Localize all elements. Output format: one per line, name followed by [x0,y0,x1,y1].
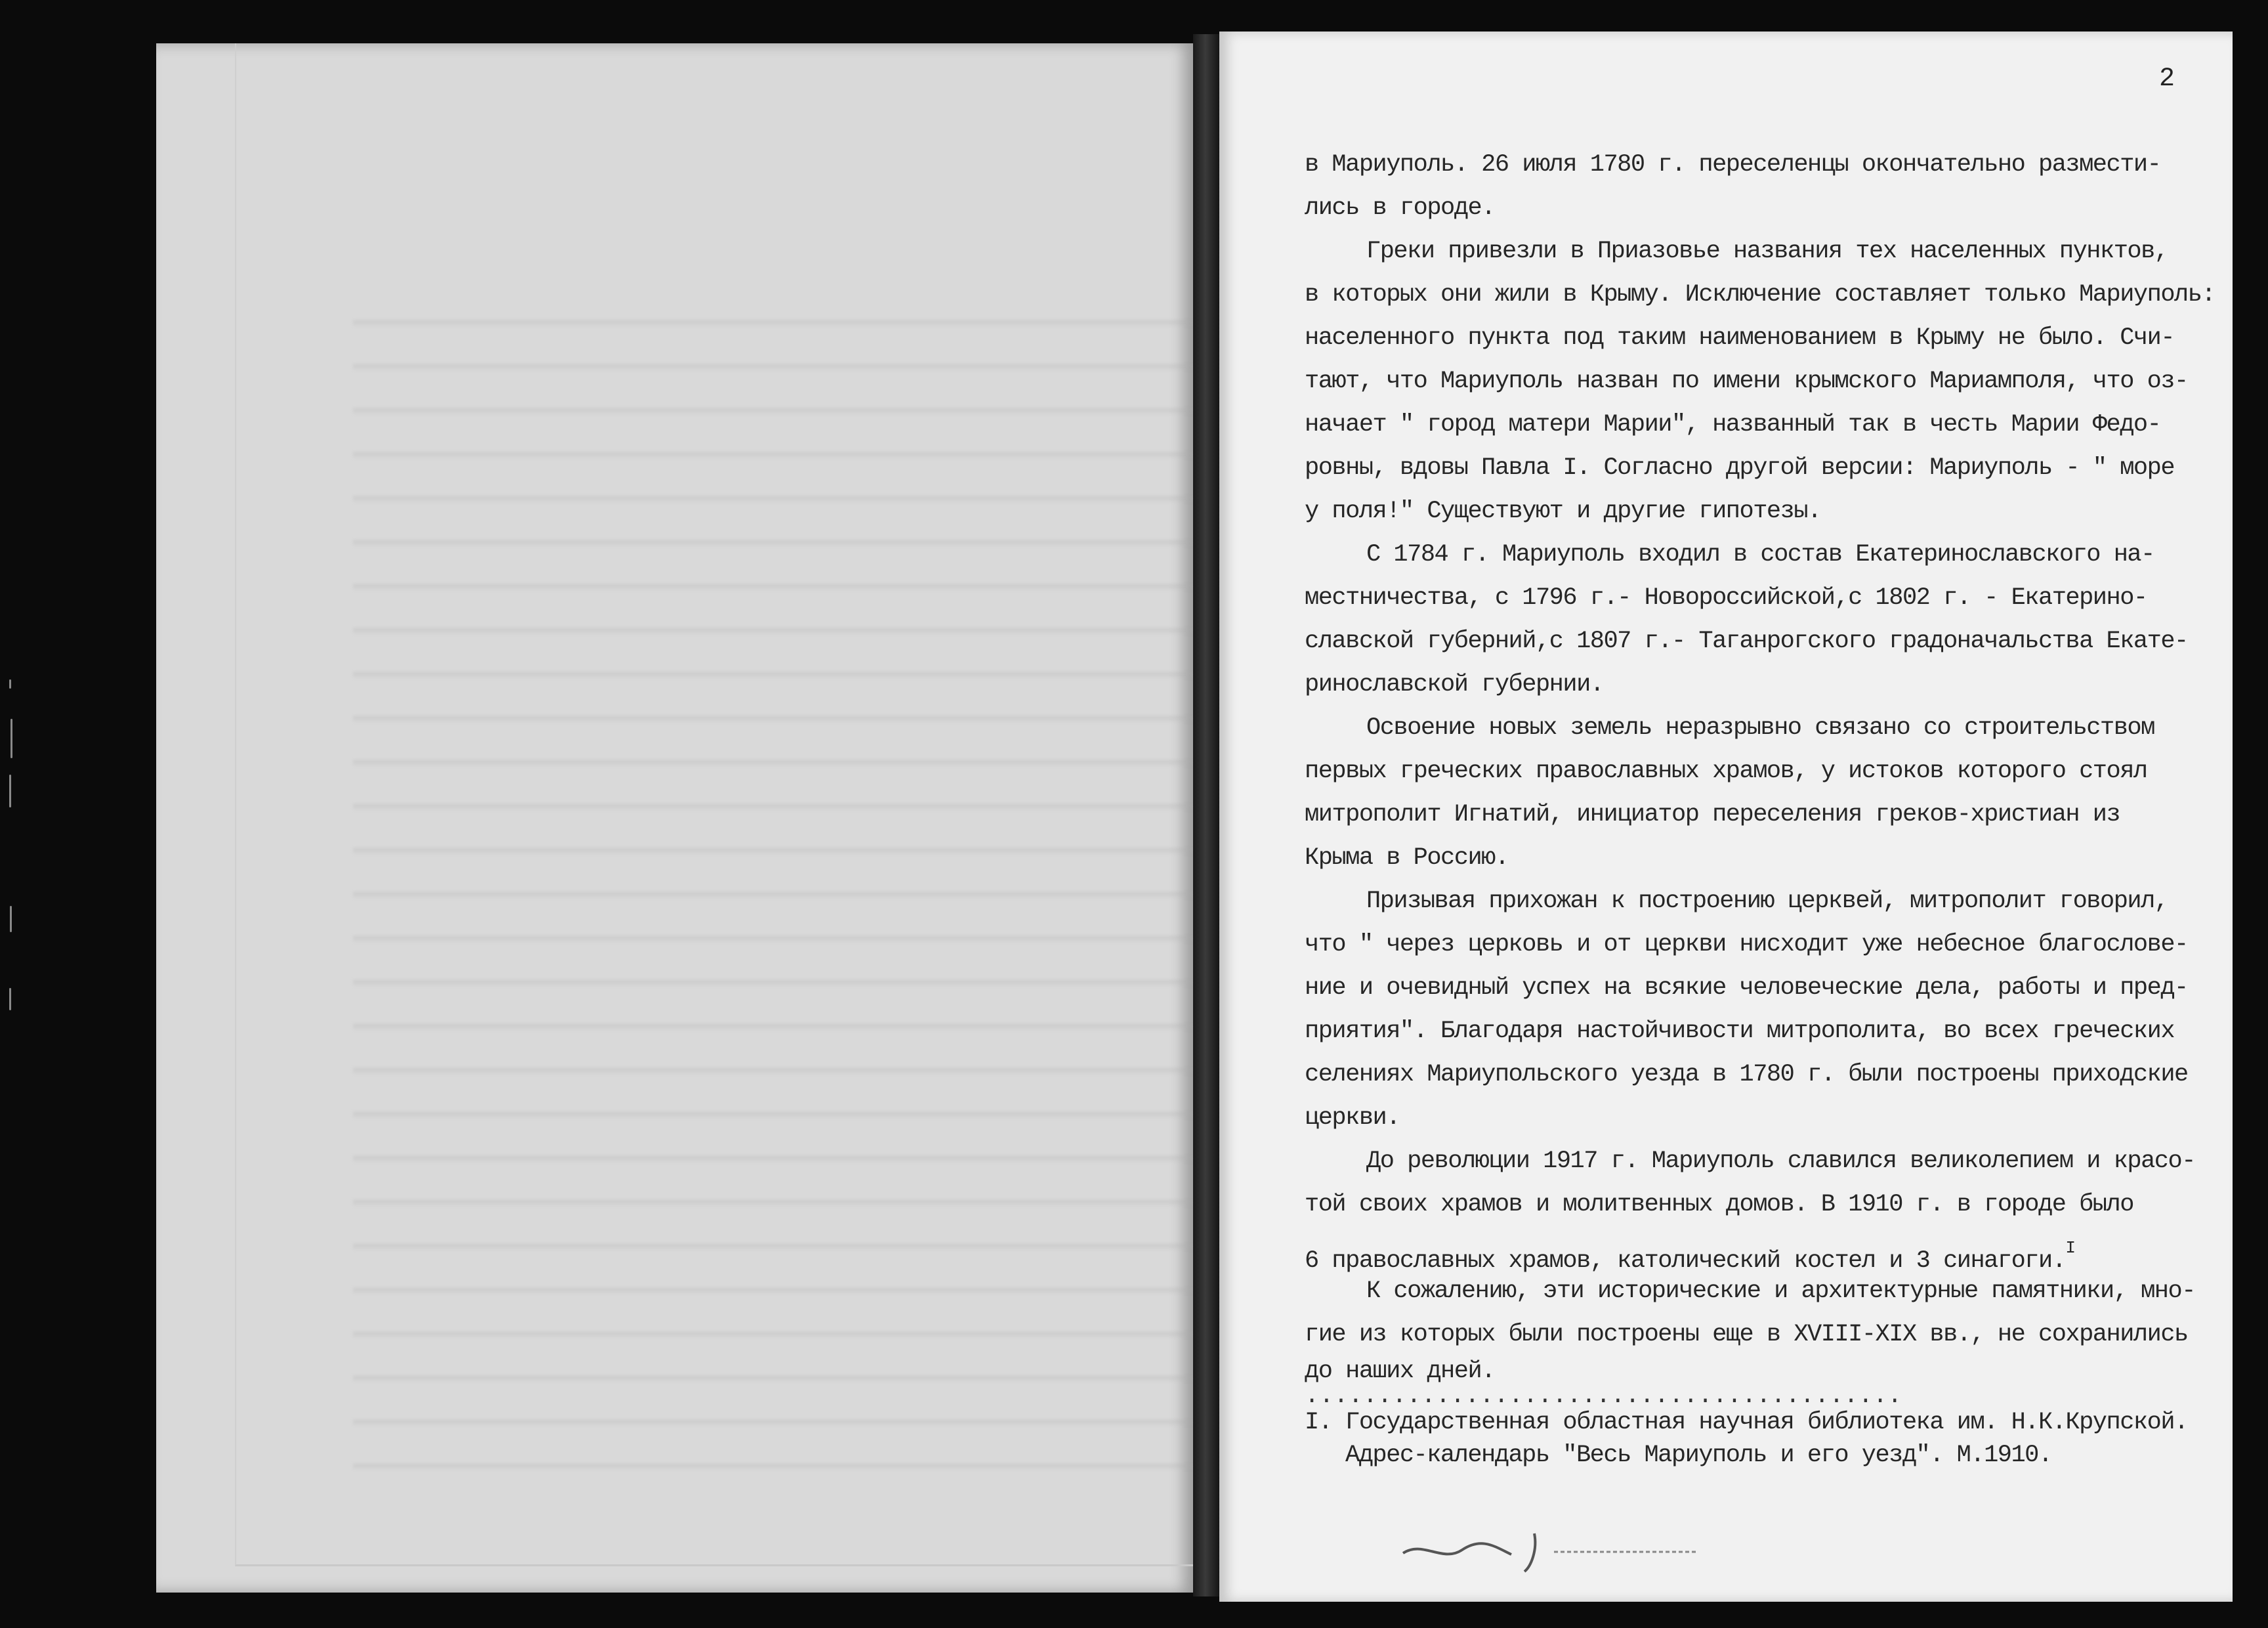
text-line: церкви. [1305,1104,1400,1132]
scan-speck [9,988,11,1010]
text-line: С 1784 г. Мариуполь входил в состав Екатеринославского на- [1366,541,2154,568]
text-line: населенного пункта под таким наименованием в Крыму не было. Счи- [1305,324,2175,352]
text-line: в которых они жили в Крыму. Исключение составляет только Мариуполь: [1305,281,2216,309]
footnote: Адрес-календарь "Весь Мариуполь и его уезд". М.1910. [1345,1442,2052,1469]
left-page-blank [156,43,1193,1593]
text-line-with-footnote [1305,1226,2223,1275]
text-line: ние и очевидный успех на всякие человеческие дела, работы и пред- [1305,974,2188,1002]
text-line: до наших дней. [1305,1358,1495,1385]
text-line: начает " город матери Марии", названный так в честь Марии Федо- [1305,411,2161,439]
bleed-through-text [353,293,1259,1474]
text-line: приятия". Благодаря настойчивости митрополита, во всех греческих [1305,1018,2175,1045]
text-line: тают, что Мариуполь назван по имени крымского Мариамполя, что оз- [1305,368,2188,395]
text-line: у поля!" Существуют и другие гипотезы. [1305,498,1821,525]
text-line: Крыма в Россию. [1305,844,1509,872]
handwritten-signature [1396,1514,1698,1573]
page-number: 2 [2159,64,2175,94]
text-line: в Мариуполь. 26 июля 1780 г. переселенцы окончательно размести- [1305,151,2161,179]
scan-speck [9,679,11,689]
text-line: ровны, вдовы Павла I. Согласно другой версии: Мариуполь - " море [1305,454,2175,482]
text-line: Греки привезли в Приазовье названия тех населенных пунктов, [1366,238,2168,265]
text-line: гие из которых были построены еще в XVIII-XIX вв., не сохранились [1305,1321,2188,1348]
body-text [1305,143,2223,1472]
scan-speck [10,719,12,758]
text-line: До революции 1917 г. Мариуполь славился великолепием и красо- [1366,1147,2195,1175]
right-page [1219,32,2233,1602]
text-line: что " через церковь и от церкви нисходит уже небесное благослове- [1305,931,2188,958]
text-line: славской губерний,с 1807 г.- Таганрогского градоначальства Екате- [1305,628,2188,655]
text-line: селениях Мариупольского уезда в 1780 г. были построены приходские [1305,1061,2188,1088]
text-line: той своих храмов и молитвенных домов. В 1910 г. в городе было [1305,1191,2133,1218]
text-line: митрополит Игнатий, инициатор переселения греков-христиан из [1305,801,2120,828]
text-line: ринославской губернии. [1305,671,1604,698]
text-line: Призывая прихожан к построению церквей, митрополит говорил, [1366,888,2168,915]
text-line: лись в городе. [1305,194,1495,222]
scan-speck [10,906,12,932]
text-line: первых греческих православных храмов, у истоков которого стоял [1305,758,2147,785]
text-line: Освоение новых земель неразрывно связано со строительством [1366,714,2154,742]
book-gutter [1193,34,1221,1596]
text-line-content: 6 православных храмов, католический костел и 3 синагоги. [1305,1247,2066,1275]
footnote: I. Государственная областная научная библиотека им. Н.К.Крупской. [1305,1409,2188,1436]
footnote-marker: I [2065,1238,2075,1258]
text-line: К сожалению, эти исторические и архитектурные памятники, мно- [1366,1277,2195,1305]
footnote-separator: ......................................... [1305,1386,1902,1406]
scan-speck [9,775,11,807]
text-line: местничества, с 1796 г.- Новороссийской,с 1802 г. - Екатерино- [1305,584,2147,612]
